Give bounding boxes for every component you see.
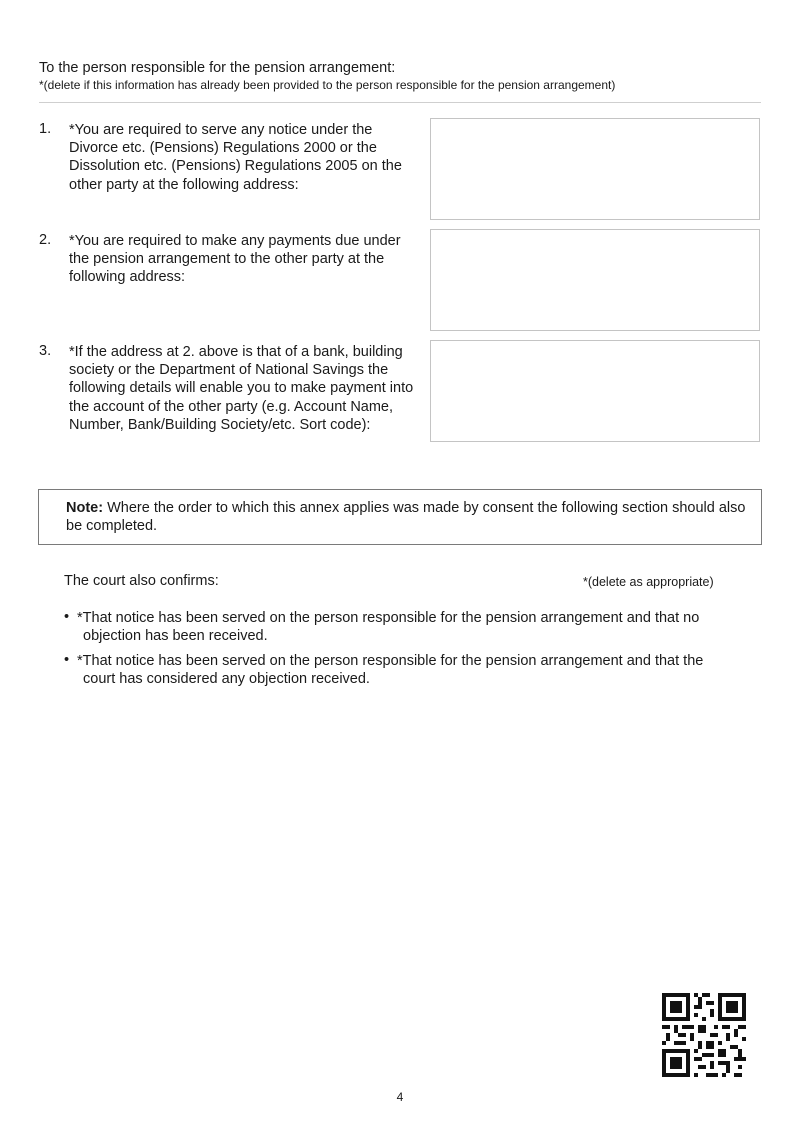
divider [39,102,761,103]
note-text: Where the order to which this annex applies was made by consent the following section should also be completed. [66,500,746,535]
item-number: 1. [39,121,52,137]
section-heading: To the person responsible for the pension arrangement: [39,60,396,76]
item-text: *You are required to serve any notice under the Divorce etc. (Pensions) Regulations 2000 or the Dissolution etc. (Pensions) Regulations 2005 on the other party at the following address: [69,122,402,193]
item-text: *If the address at 2. above is that of a bank, building society or the Department of National Savings the following details will enable you to make payment into the account of the other party (e.g. Account Name, Number, Bank/Building Society/etc. Sort code): [69,344,414,433]
page-number: 4 [396,1090,404,1104]
option-line: court has considered any objection received. [83,671,370,688]
option-line: objection has been received. [83,628,268,645]
notice-address-field[interactable] [430,118,760,220]
option-line: *That notice has been served on the person responsible for the pension arrangement and that no [77,610,700,626]
bullet-icon: • [64,652,70,668]
item-number: 2. [39,232,52,248]
confirmation-heading: The court also confirms: [64,573,219,589]
bullet-icon: • [64,609,70,625]
item-text: *You are required to make any payments due under the pension arrangement to the other party at the following address: [69,233,401,286]
item-number: 3. [39,343,52,359]
note-box [38,489,762,545]
confirmation-option[interactable] [77,609,737,645]
option-line: *That notice has been served on the person responsible for the pension arrangement and that the [77,653,704,669]
bank-details-field[interactable] [430,340,760,442]
section-subheading: *(delete if this information has already been provided to the person responsible for the pension arrangement) [39,78,616,92]
note-label: Note: [66,500,104,516]
payment-address-field[interactable] [430,229,760,331]
confirmation-option[interactable] [77,652,737,688]
delete-note: *(delete as appropriate) [583,575,714,589]
qr-code-icon [662,993,746,1077]
